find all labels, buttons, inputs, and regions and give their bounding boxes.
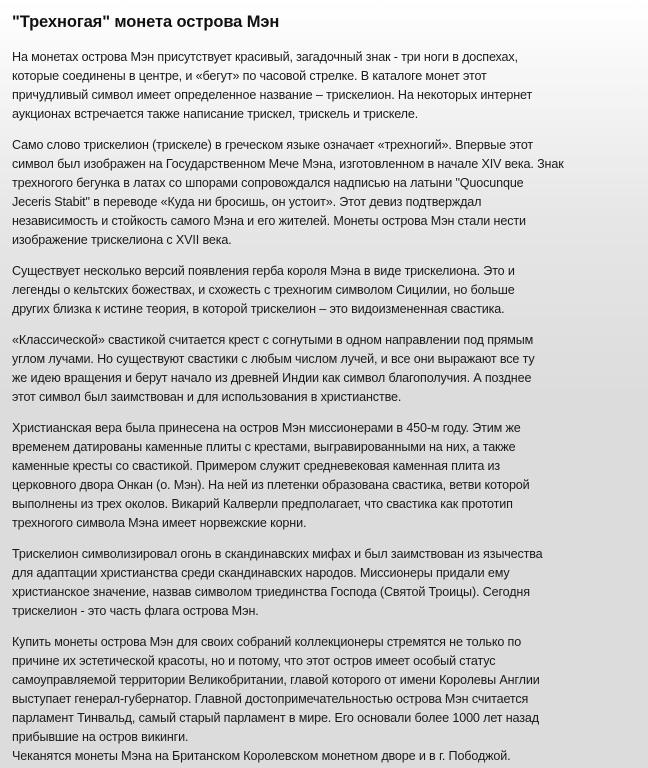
text-line: прибывшие на остров викинги. bbox=[12, 730, 189, 744]
text-line: христианское значение, назвав символом триединства Господа (Святой Троицы). Сегодня bbox=[12, 585, 530, 599]
paragraph bbox=[12, 48, 636, 124]
text-line: независимость и стойкость самого Мэна и его жителей. Монеты острова Мэн стали нести bbox=[12, 214, 526, 228]
paragraph bbox=[12, 136, 636, 250]
text-line: парламент Тинвальд, самый старый парламент в мире. Его основали более 1000 лет назад bbox=[12, 711, 539, 725]
text-line: каменные кресты со свастикой. Примером служит средневековая каменная плита из bbox=[12, 459, 501, 473]
text-line: Jeceris Stabit" в переводе «Куда ни бросишь, он устоит». Этот девиз подтверждал bbox=[12, 195, 482, 209]
text-line: для адаптации христианства среди скандинавских народов. Миссионеры придали ему bbox=[12, 566, 510, 580]
text-line: трехногого бегунка в латах со шпорами сопровождался надписью на латыни "Quocunque bbox=[12, 176, 524, 190]
text-line: На монетах острова Мэн присутствует красивый, загадочный знак - три ноги в доспехах, bbox=[12, 50, 518, 64]
text-line: «Классической» свастикой считается крест с согнутыми в одном направлении под прямым bbox=[12, 333, 534, 347]
text-line: Трискелион символизировал огонь в скандинавских мифах и был заимствован из язычества bbox=[12, 547, 543, 561]
text-line: Существует несколько версий появления герба короля Мэна в виде трискелиона. Это и bbox=[12, 264, 515, 278]
paragraph bbox=[12, 419, 636, 533]
text-line: выступает генерал-губернатор. Главной достопримечательностью острова Мэн считается bbox=[12, 692, 529, 706]
text-line: выполнены из трех околов. Викарий Калверли предполагает, что свастика как прототип bbox=[12, 497, 513, 511]
text-line: изображение трискелиона с XVII века. bbox=[12, 233, 232, 247]
text-line: символ был изображен на Государственном Мече Мэна, изготовленном в начале XIV века. Знак bbox=[12, 157, 564, 171]
text-line: аукционах встречается также написание трискел, трискель и трискеле. bbox=[12, 107, 419, 121]
text-line: других близка к истине теория, в которой трискелион – это видоизмененная свастика. bbox=[12, 302, 505, 316]
article-body bbox=[12, 48, 636, 766]
text-line: которые соединены в центре, и «бегут» по часовой стрелке. В каталоге монет этот bbox=[12, 69, 487, 83]
text-line: легенды о кельтских божествах, и схожесть с трехногим символом Сицилии, но больше bbox=[12, 283, 515, 297]
paragraph bbox=[12, 262, 636, 319]
text-line: трискелион - это часть флага острова Мэн. bbox=[12, 604, 259, 618]
text-line: причине их эстетической красоты, но и потому, что этот остров имеет особый статус bbox=[12, 654, 496, 668]
text-line: же идею вращения и берут начало из древней Индии как символ благополучия. А позднее bbox=[12, 371, 532, 385]
text-line: углом лучами. Но существуют свастики с любым числом лучей, и все они выражают все ту bbox=[12, 352, 535, 366]
text-line: трехногого символа Мэна имеет норвежские корни. bbox=[12, 516, 307, 530]
text-line: Само слово трискелион (трискеле) в греческом языке означает «трехногий». Впервые этот bbox=[12, 138, 534, 152]
paragraph bbox=[12, 545, 636, 621]
text-line: Христианская вера была принесена на остров Мэн миссионерами в 450-м году. Этим же bbox=[12, 421, 521, 435]
text-line: причудливый символ имеет определенное название – трискелион. На некоторых интернет bbox=[12, 88, 533, 102]
paragraph bbox=[12, 331, 636, 407]
text-line: Чеканятся монеты Мэна на Британском Королевском монетном дворе и в г. Пободжой. bbox=[12, 749, 511, 763]
text-line: временем датированы каменные плиты с крестами, выгравированными на них, а также bbox=[12, 440, 516, 454]
text-line: этот символ был заимствован и для использования в христианстве. bbox=[12, 390, 402, 404]
article-title: "Трехногая" монета острова Мэн bbox=[12, 13, 280, 31]
text-line: Купить монеты острова Мэн для своих собраний коллекционеры стремятся не только по bbox=[12, 635, 522, 649]
text-line: церковного двора Онкан (о. Мэн). На ней из плетенки образована свастика, ветви которой bbox=[12, 478, 530, 492]
text-line: самоуправляемой территории Великобритании, главой которого от имени Королевы Англии bbox=[12, 673, 540, 687]
paragraph bbox=[12, 633, 636, 766]
